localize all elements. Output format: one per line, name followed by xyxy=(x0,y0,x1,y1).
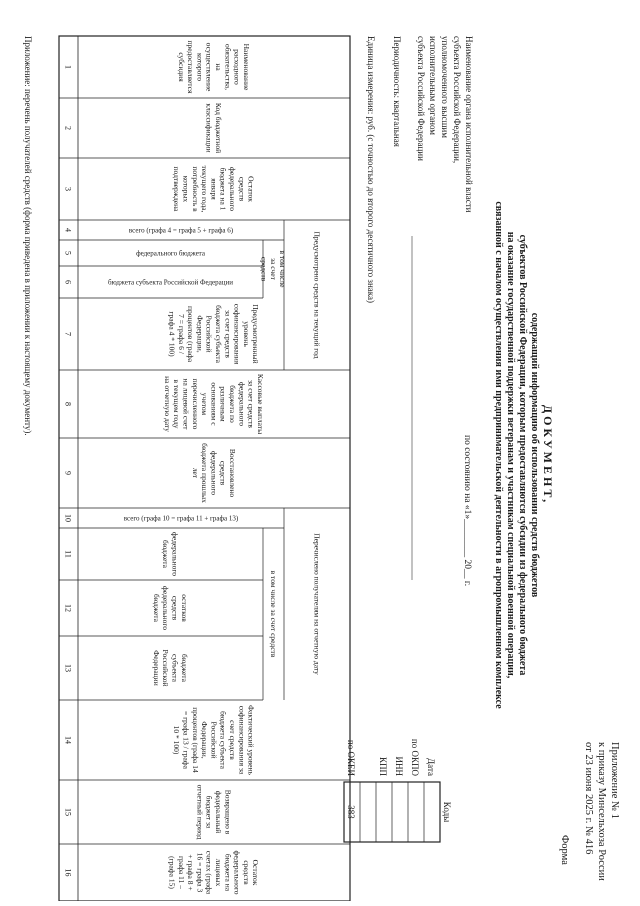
group-subheader-transferred: в том числе за счет средств xyxy=(268,570,278,658)
unit-of-measure: Единица измерения: руб. (с точностью до второго десятичного знака) xyxy=(366,36,376,303)
column-header-15 xyxy=(195,785,232,840)
code-label-okpo: по ОКПО xyxy=(410,738,420,776)
column-header-text: Код бюджетнойклассификации xyxy=(204,102,224,154)
org-name-line-5: субъекта Российской Федерации xyxy=(416,36,426,161)
table-headers xyxy=(108,41,265,895)
date-line: по состоянию на «1»________ 20__ г. xyxy=(462,435,472,587)
org-name-line-4: исполнительным органом xyxy=(428,36,438,135)
org-name-line-2: субъекта Российской Федерации, xyxy=(452,36,462,164)
column-header-text: Остатоксредствфедеральногобюджета на 1январятекущего года,потребность вкоторыхподтверждена xyxy=(172,165,256,213)
column-number: 4 xyxy=(63,228,73,232)
column-header-text: Наименованиерасходногообязательства,наосуществлениекоторогопредоставляетсясубсидия xyxy=(176,40,251,94)
org-name-line-3: уполномоченного высшим xyxy=(440,36,450,138)
title-heading: ДОКУМЕНТ, xyxy=(541,404,555,506)
column-header-text: Возвращено вфедеральныйбюджет заотчетный период xyxy=(195,784,233,840)
column-number: 12 xyxy=(63,604,73,612)
code-label-date: Дата xyxy=(426,758,436,776)
column-number: 5 xyxy=(63,251,73,255)
column-number: 2 xyxy=(63,126,73,130)
main-table xyxy=(59,36,350,901)
group-header-provided: Предусмотрено средств на текущий год xyxy=(312,231,322,359)
column-header-13 xyxy=(152,650,189,687)
appendix-order: к приказу Минсельхоза России xyxy=(596,742,607,881)
column-header-11 xyxy=(161,532,179,576)
group-header-transferred: Перечислено получателям на отчетную дату xyxy=(312,533,322,675)
column-number: 10 xyxy=(63,514,73,522)
column-header-text: Восстановленосредствфедеральногобюджета прошлыхлет xyxy=(190,443,237,503)
column-header-text: Предусмотренныйуровеньсофинансированияза счет средствбюджета субъектаРоссийскойФедерации,процентов (графа7 = графа 6 /графа 4 * 100) xyxy=(167,303,261,365)
column-number: 16 xyxy=(63,868,73,877)
column-number: 11 xyxy=(63,550,73,558)
column-header-text: Кассовые выплатыза счет средствфедеральногобюджета поразличнымоснованиям сучетомперечисленногона лицевой счетв текущем годуна отчетную дату xyxy=(162,373,265,435)
appendix-date: от 23 июня 2025 г. № 416 xyxy=(583,742,594,855)
column-number: 3 xyxy=(63,187,73,191)
column-header-7 xyxy=(168,304,261,365)
codes-box xyxy=(344,739,452,842)
code-label-inn: ИНН xyxy=(394,756,404,776)
column-header-text: всего (графа 10 = графа 11 + графа 13) xyxy=(123,514,239,523)
column-header-9 xyxy=(191,443,237,503)
column-header-16 xyxy=(168,851,261,895)
column-header-8 xyxy=(163,374,265,434)
okei-value: 383 xyxy=(346,805,356,819)
title-line-4: связанной с началом осуществления ими предпринимательской деятельности в агропромышленном комплексе xyxy=(493,201,504,709)
column-header-text: бюджета субъекта Российской Федерации xyxy=(107,278,234,287)
code-label-okei: по ОКЕИ xyxy=(346,739,356,776)
column-header-text: федерального бюджета xyxy=(136,249,205,258)
column-number: 7 xyxy=(63,332,73,336)
org-name-line-1: Наименование органа исполнительной власти xyxy=(464,36,474,213)
column-number: 14 xyxy=(63,736,73,744)
column-header-text: Остатоксредствфедеральногобюджета налицевыхсчетах (графа16 = графа 3+ графа 8 +графа 11 –(графа 15) xyxy=(167,850,261,895)
column-header-text: Фактический уровеньсофинансирования засчет средствбюджета субъектаРоссийскойФедерации,процентов (графа 14= графа 13 / графа10 * 100) xyxy=(172,705,256,775)
column-number: 1 xyxy=(63,65,73,69)
appendix-number: Приложение № 1 xyxy=(609,742,620,819)
column-number: 15 xyxy=(63,808,73,816)
column-number: 13 xyxy=(63,664,73,672)
periodicity: Периодичность: квартальная xyxy=(392,36,402,147)
form-label: Форма xyxy=(559,835,570,865)
document-title xyxy=(493,201,555,709)
code-label-kpp: КПП xyxy=(378,756,388,776)
column-header-text: остатковсредствфедеральногобюджета xyxy=(151,586,189,630)
column-number: 9 xyxy=(63,471,73,475)
appendix-block xyxy=(559,742,620,881)
column-header-text: всего (графа 4 = графа 5 + графа 6) xyxy=(128,226,234,235)
column-header-text: федеральногобюджета xyxy=(161,532,180,576)
table-column-numbers xyxy=(64,65,73,877)
column-header-3 xyxy=(172,166,255,213)
column-header-4 xyxy=(129,226,234,234)
title-line-2: субъектов Российской Федерации, которым предоставляются субсидии из федерального бюджета xyxy=(517,234,528,676)
column-header-5 xyxy=(136,249,206,257)
column-header-12 xyxy=(152,586,189,630)
group-subheader-provided: в том числеза счетсредств xyxy=(259,250,288,288)
column-header-6 xyxy=(108,278,233,286)
column-header-2 xyxy=(205,103,223,153)
codes-title: Коды xyxy=(442,801,452,823)
column-header-14 xyxy=(172,705,255,775)
column-header-10 xyxy=(124,514,239,522)
title-line-3: на оказание государственной поддержки ветеранам и участникам специальной военной операции, xyxy=(505,231,516,679)
column-number: 8 xyxy=(63,402,73,406)
title-line-1: содержащий информацию об использовании средств бюджетов xyxy=(529,312,540,598)
column-number: 6 xyxy=(63,280,73,284)
header-fields xyxy=(366,36,474,580)
table-group-headers xyxy=(260,232,322,676)
footnote: Приложение: перечень получателей средств (форма приведена в приложении к настоящему документу). xyxy=(23,36,33,436)
column-header-1 xyxy=(177,41,251,94)
column-header-text: бюджетасубъектаРоссийскойФедерации xyxy=(151,649,189,687)
